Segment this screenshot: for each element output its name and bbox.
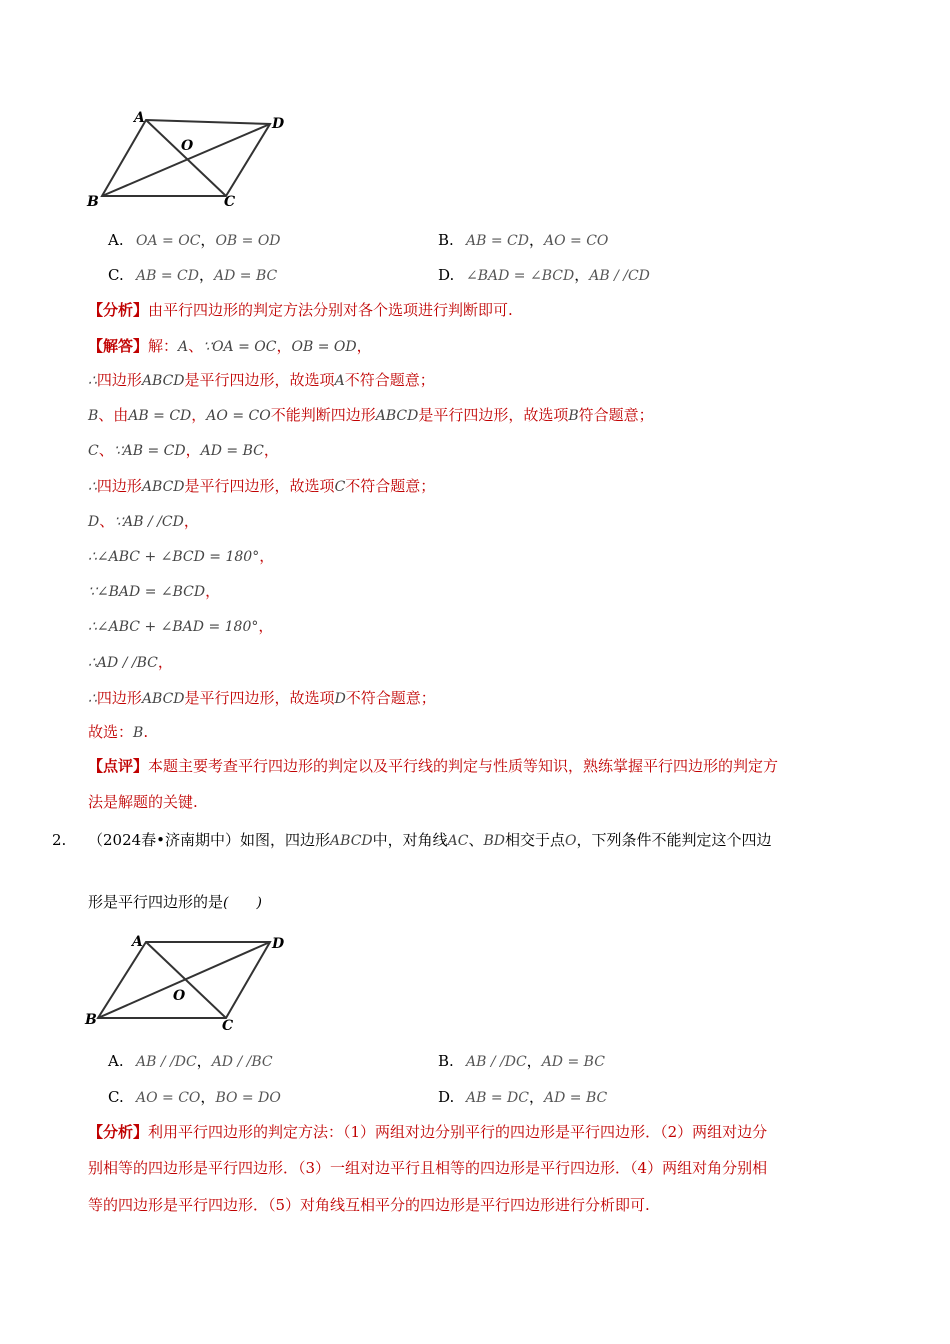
- answer-text: 解：: [148, 337, 179, 355]
- answer-text: 是平行四边形，故选项: [418, 406, 569, 424]
- answer-text: 是平行四边形，故选项: [184, 689, 335, 707]
- answer-text: 、: [99, 512, 115, 530]
- math-expression: O: [565, 833, 577, 849]
- answer-text: 四边形: [96, 689, 142, 707]
- math-expression: C: [334, 479, 346, 495]
- q1-answer-line: [88, 474, 435, 499]
- math-expression: OB = OD: [291, 339, 357, 355]
- answer-text: 四边形: [96, 371, 142, 389]
- vertex-label-d: D: [272, 936, 285, 952]
- answer-text: 是平行四边形，故选项: [184, 371, 335, 389]
- stem-text: 中，对角线: [372, 831, 448, 849]
- answer-text: ，: [205, 582, 221, 600]
- math-expression: ∴: [88, 691, 97, 707]
- answer-text: 不符合题意；: [345, 689, 436, 707]
- vertex-label-a: A: [132, 934, 143, 950]
- center-label-o: O: [181, 138, 194, 154]
- parallelogram-figure-2: [84, 930, 294, 1035]
- math-expression: ABCD: [141, 373, 185, 389]
- answer-text: 、: [98, 441, 114, 459]
- stem-text: ，下列条件不能判定这个四边: [576, 831, 772, 849]
- math-expression: ∵AB / /CD: [114, 514, 184, 530]
- math-expression: A: [334, 373, 345, 389]
- q1-answer-line: [88, 650, 173, 675]
- answer-text: ，: [259, 547, 275, 565]
- answer-text: ，: [276, 337, 292, 355]
- answer-text: 不符合题意；: [344, 371, 435, 389]
- q1-analysis: 【分析】由平行四边形的判定方法分别对各个选项进行判断即可.: [88, 301, 513, 319]
- answer-text: 、: [188, 337, 204, 355]
- vertex-label-d: D: [272, 116, 285, 132]
- answer-text: ，: [157, 653, 173, 671]
- answer-text: ，: [258, 617, 274, 635]
- vertex-label-b: B: [85, 1012, 97, 1028]
- answer-text: ，: [185, 441, 201, 459]
- q2-stem-line-1: [88, 828, 772, 853]
- answer-text: 是平行四边形，故选项: [184, 477, 335, 495]
- math-expression: A: [178, 339, 189, 355]
- q1-answer-line: [88, 720, 148, 745]
- math-expression: ∵AB = CD: [113, 443, 186, 459]
- math-expression: ∴∠ABC + ∠BCD = 180°: [88, 549, 260, 565]
- q2-analysis-line-3: 等的四边形是平行四边形．（5）对角线互相平分的四边形是平行四边形进行分析即可.: [88, 1196, 650, 1214]
- vertex-label-b: B: [87, 194, 99, 210]
- math-expression: ∴∠ABC + ∠BAD = 180°: [88, 619, 259, 635]
- q1-answer-line: [88, 544, 274, 569]
- q2-option-a[interactable]: A. AB / /DC，AD / /BC: [108, 1052, 273, 1070]
- answer-text: 故选：: [88, 723, 134, 741]
- math-expression: AD = BC: [200, 443, 264, 459]
- answer-text: .: [143, 723, 149, 741]
- vertex-label-c: C: [224, 194, 236, 210]
- math-expression: ∴: [88, 479, 97, 495]
- answer-text: 不符合题意；: [345, 477, 436, 495]
- center-label-o: O: [173, 988, 186, 1004]
- q2-analysis-line-2: 别相等的四边形是平行四边形．（3）一组对边平行且相等的四边形是平行四边形．（4）两组对角分别相: [88, 1159, 768, 1177]
- stem-text: （2024春•济南期中）如图，四边形: [88, 831, 331, 849]
- q1-answer-line: [88, 686, 436, 711]
- math-expression: B: [133, 725, 144, 741]
- q2-stem-line-2: 形是平行四边形的是( ): [88, 893, 262, 911]
- math-expression: B: [88, 408, 99, 424]
- q1-option-d[interactable]: D. ∠BAD = ∠BCD，AB / /CD: [438, 266, 650, 284]
- q1-comment-line-1: 【点评】本题主要考查平行四边形的判定以及平行线的判定与性质等知识，熟练掌握平行四边形的判定方: [88, 757, 779, 775]
- math-expression: ∴: [88, 373, 97, 389]
- math-expression: D: [88, 514, 100, 530]
- answer-blank[interactable]: ( ): [223, 895, 262, 911]
- q1-answer-line: [88, 614, 273, 639]
- q2-option-d[interactable]: D. AB = DC，AD = BC: [438, 1088, 608, 1106]
- q1-answer-line: [88, 403, 654, 428]
- stem-text: 、: [468, 831, 484, 849]
- answer-text: ，: [263, 441, 279, 459]
- q2-analysis-line-1: 【分析】利用平行四边形的判定方法：（1）两组对边分别平行的四边形是平行四边形．（2）两组对边分: [88, 1123, 768, 1141]
- q1-option-c[interactable]: C. AB = CD，AD = BC: [108, 266, 278, 284]
- math-expression: AO = CO: [206, 408, 271, 424]
- answer-text: 不能判断四边形: [270, 406, 376, 424]
- math-expression: ∵∠BAD = ∠BCD: [88, 584, 206, 600]
- vertex-label-c: C: [222, 1018, 234, 1034]
- math-expression: AC: [447, 833, 469, 849]
- answer-tag: 【解答】: [88, 337, 149, 355]
- q2-option-c[interactable]: C. AO = CO，BO = DO: [108, 1088, 281, 1106]
- stem-text: 相交于点: [505, 831, 566, 849]
- q2-option-b[interactable]: B. AB / /DC，AD = BC: [438, 1052, 605, 1070]
- parallelogram-figure-1: [84, 108, 294, 213]
- math-expression: BD: [483, 833, 506, 849]
- q1-answer-line: [88, 368, 435, 393]
- answer-text: 、由: [98, 406, 129, 424]
- q1-answer-line: [88, 509, 199, 534]
- math-expression: B: [568, 408, 579, 424]
- answer-text: 四边形: [96, 477, 142, 495]
- math-expression: ∴AD / /BC: [88, 655, 158, 671]
- math-expression: C: [88, 443, 99, 459]
- vertex-label-a: A: [134, 110, 145, 126]
- q1-option-a[interactable]: A. OA = OC，OB = OD: [108, 231, 281, 249]
- math-expression: ∵OA = OC: [203, 339, 277, 355]
- q1-answer-line: [88, 334, 372, 359]
- q1-answer-line: [88, 579, 220, 604]
- q1-comment-line-2: 法是解题的关键.: [88, 793, 198, 811]
- math-expression: ABCD: [330, 833, 373, 849]
- math-expression: ABCD: [141, 479, 185, 495]
- math-expression: ABCD: [141, 691, 185, 707]
- q1-option-b[interactable]: B. AB = CD，AO = CO: [438, 231, 609, 249]
- q1-answer-line: [88, 438, 279, 463]
- answer-text: 符合题意；: [578, 406, 654, 424]
- answer-text: ，: [183, 512, 199, 530]
- answer-text: ，: [356, 337, 372, 355]
- q2-number: 2.: [52, 831, 67, 849]
- math-expression: D: [334, 691, 346, 707]
- math-expression: ABCD: [375, 408, 419, 424]
- math-expression: AB = CD: [128, 408, 192, 424]
- answer-text: ，: [191, 406, 207, 424]
